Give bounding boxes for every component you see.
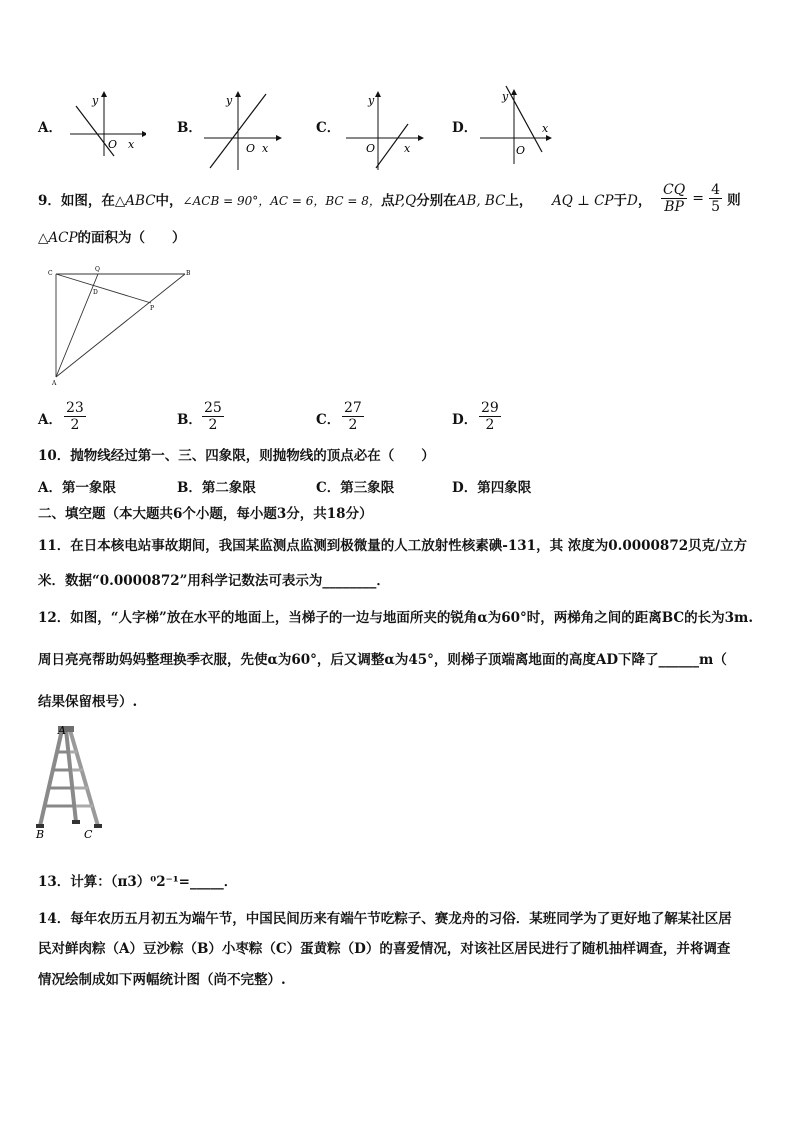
svg-text:A: A [52, 380, 57, 387]
q8d-o: O [516, 144, 526, 157]
q9-stem-line1-b: AQ ⊥ CP于D， [552, 193, 652, 209]
q14-line2: 民对鲜肉粽（A）豆沙粽（B）小枣粽（C）蛋黄粽（D）的喜爱情况，对该社区居民进行了随机抽样调查，并将调查 [38, 941, 731, 957]
q8a-x: x [128, 138, 135, 151]
svg-text:C: C [84, 828, 93, 840]
svg-text:Q: Q [95, 266, 100, 273]
q10-option-b: B．第二象限 [177, 480, 256, 496]
q9-stem-line2: △ACP的面积为（ ） [38, 230, 186, 246]
q8a-y: y [92, 94, 99, 107]
svg-text:B: B [186, 270, 191, 277]
q8-option-c-graph [342, 90, 424, 170]
q9-option-a-value: $\frac{23}{2}$ [66, 400, 84, 433]
q9-option-c-label: C． [316, 412, 341, 428]
q8-option-a-label: A． [38, 120, 62, 136]
q8c-o: O [366, 142, 376, 155]
section-2-title: 二、填空题（本大题共6个小题，每小题3分，共18分） [38, 506, 373, 522]
q10-option-d: D．第四象限 [452, 480, 532, 496]
q8d-y: y [502, 90, 509, 103]
svg-text:C: C [48, 270, 53, 277]
q9-option-b-label: B． [177, 412, 202, 428]
q8-option-d-label: D． [452, 120, 478, 136]
svg-text:P: P [150, 305, 155, 312]
svg-text:D: D [93, 289, 98, 296]
q8d-x: x [542, 122, 549, 135]
q9-option-d-label: D． [452, 412, 478, 428]
q8b-o: O [246, 142, 256, 155]
q14-line1: 14．每年农历五月初五为端午节，中国民间历来有端午节吃粽子、赛龙舟的习俗．某班同学为了更好地了解某社区居 [38, 911, 732, 927]
q8-option-b-graph [200, 90, 282, 170]
q9-option-b-value: $\frac{25}{2}$ [204, 400, 222, 433]
q8c-x: x [404, 142, 411, 155]
q8b-y: y [226, 94, 233, 107]
q12-line2: 周日亮亮帮助妈妈整理换季衣服，先使α为60°，后又调整α为45°，则梯子顶端离地面的高度AD下降了______m（ [38, 652, 727, 668]
q8-option-c-label: C． [316, 120, 341, 136]
q8c-y: y [368, 94, 375, 107]
svg-text:B: B [36, 828, 45, 840]
q9-ratio: $\frac{CQ}{BP}$ = $\frac{4}{5}$ 则 [663, 182, 741, 215]
q9-stem-line1: 9．如图，在△ABC中，∠ACB = 90°，AC = 6，BC = 8，点P,Q分别在AB, BC上， [38, 193, 533, 209]
q10-option-a: A．第一象限 [38, 480, 116, 496]
q12-line1: 12．如图，“人字梯”放在水平的地面上，当梯子的一边与地面所夹的锐角α为60°时，两梯角之间的距离BC的长为3m. [38, 610, 754, 626]
q11-line2: 米．数据“0.0000872”用科学记数法可表示为________． [38, 573, 390, 589]
q11-line1: 11．在日本核电站事故期间，我国某监测点监测到极微量的人工放射性核素碘-131，其 浓度为0.0000872贝克/立方 [38, 538, 748, 554]
q9-figure [40, 262, 200, 392]
q8b-x: x [262, 142, 269, 155]
q12-ladder-figure [32, 722, 112, 840]
q9-option-a-label: A． [38, 412, 62, 428]
q8a-o: O [108, 138, 118, 151]
q8-option-a-graph [66, 90, 146, 160]
q14-line3: 情况绘制成如下两幅统计图（尚不完整）. [38, 972, 286, 988]
q9-option-c-value: $\frac{27}{2}$ [344, 400, 362, 433]
q10-stem: 10．抛物线经过第一、三、四象限，则抛物线的顶点必在（ ） [38, 448, 435, 464]
q9-option-d-value: $\frac{29}{2}$ [481, 400, 499, 433]
q8-option-d-graph [476, 84, 556, 164]
q12-line3: 结果保留根号）. [38, 694, 138, 710]
q10-option-c: C．第三象限 [316, 480, 395, 496]
q13-text: 13．计算：（π3）⁰2⁻¹=_____． [38, 874, 238, 890]
q8-option-b-label: B． [177, 120, 202, 136]
svg-text:A: A [58, 724, 66, 737]
